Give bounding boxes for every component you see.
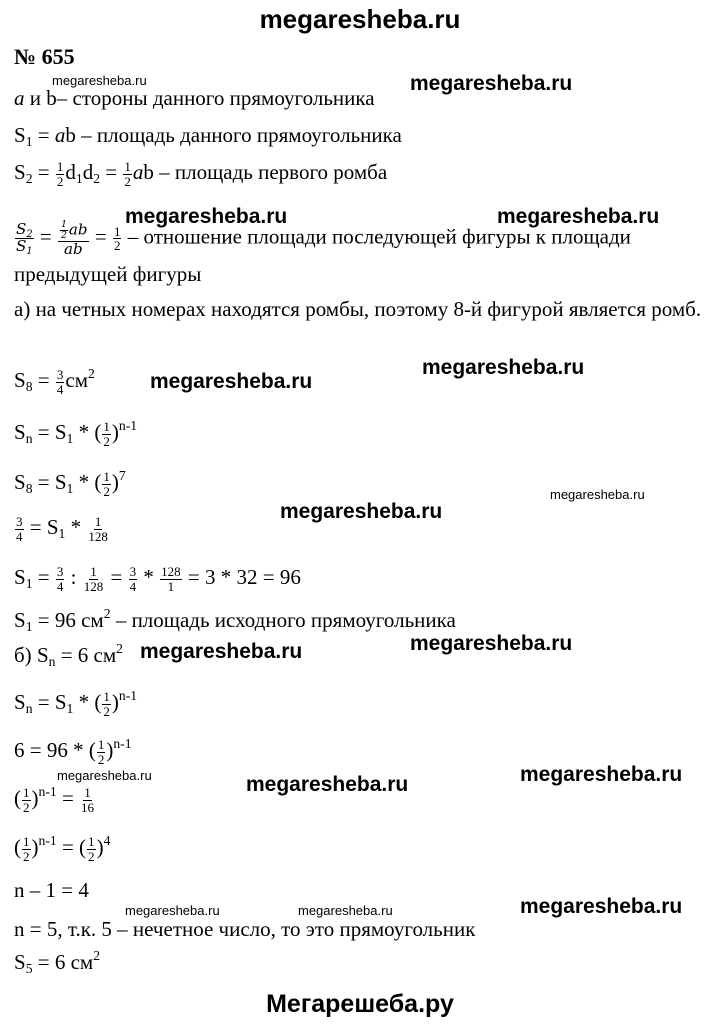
s2-def-text: – площадь первого ромба: [159, 159, 388, 184]
unit: см: [81, 608, 104, 632]
sn-formula-2: $S_n = S_1$ * ( $\frac{1}{2}$ )$^{n-1}$: [14, 688, 138, 719]
s1-equation: $\frac{3}{4}$ = $S_1$ * $\frac{1}{128}$: [16, 514, 108, 544]
part-a-text: а) на четных номерах находятся ромбы, поэтому 8-й фигурой является ромб.: [14, 297, 702, 321]
watermark-bold: megaresheba.ru: [410, 72, 573, 95]
s2-definition: $S_2$ = $\frac{1}{2}$ $d_1d_2$ = $\frac{1}{2}$ ab – площадь первого ромба: [14, 159, 388, 189]
watermark-bold: megaresheba.ru: [280, 500, 443, 523]
six-equation: 6 = 96 * ( $\frac{1}{2}$ )$^{n-1}$: [14, 736, 132, 767]
s1-definition: $S_1$ = ab – площадь данного прямоугольника: [14, 123, 402, 150]
power-equation-2: ( $\frac{1}{2}$ )$^{n-1}$ = ( $\frac{1}{2}$ )$^4$: [14, 833, 111, 864]
watermark-bold: megaresheba.ru: [520, 763, 683, 786]
unit: см: [65, 367, 88, 392]
watermark-bold: megaresheba.ru: [150, 370, 313, 393]
s1-def-text: – площадь данного прямоугольника: [81, 123, 402, 147]
watermark-bold: megaresheba.ru: [246, 773, 409, 796]
six-eq-text: 6 = 96 *: [14, 737, 84, 762]
watermark-small: megaresheba.ru: [125, 903, 220, 918]
sn-formula: $S_n = S_1$ * ( $\frac{1}{2}$ )$^{n-1}$: [14, 418, 138, 449]
part-b-line: б) $S_n = 6$ $см^2$: [14, 641, 123, 670]
s1-result-text: – площадь исходного прямоугольника: [115, 608, 456, 632]
watermark-bold: megaresheba.ru: [140, 640, 303, 663]
ratio-line: $\frac{S_2}{S_1}$ = $\frac{1}{2}$ ab ab = $\frac{1}{2}$ – отношение площади последующей фигуры к площади предыдущей фигуры: [14, 219, 631, 286]
s1-calculation: $S_1$ = $\frac{3}{4}$ : $\frac{1}{128}$ = $\frac{3}{4}$ * $\frac{128}{1}$ = 3 * 32 = 96: [14, 564, 301, 594]
watermark-bold: megaresheba.ru: [520, 895, 683, 918]
watermark-bold: megaresheba.ru: [410, 632, 573, 655]
problem-number: № 655: [14, 44, 75, 69]
watermark-small: megaresheba.ru: [57, 768, 152, 783]
site-header: megaresheba.ru: [259, 4, 461, 34]
n-equals-line: n = 5, т.к. 5 – нечетное число, то это прямоугольник: [14, 917, 476, 941]
watermark-small: megaresheba.ru: [298, 903, 393, 918]
s1-result: $S_1 = 96$ $см^2$ – площадь исходного прямоугольника: [14, 606, 456, 635]
sides-text: – стороны данного прямоугольника: [56, 86, 375, 110]
watermark-bold: megaresheba.ru: [125, 205, 288, 228]
ratio-text: – отношение площади последующей фигуры к площади предыдущей фигуры: [14, 224, 631, 286]
site-footer: Мегарешеба.ру: [266, 990, 454, 1018]
watermark-small: megaresheba.ru: [550, 487, 645, 502]
s8-value: $S_8$ = $\frac{3}{4}$ $см^2$: [14, 366, 95, 397]
watermark-small: megaresheba.ru: [52, 73, 147, 88]
part-b-label: б): [14, 643, 32, 667]
calc-result: = 3 * 32 = 96: [187, 564, 301, 589]
s8-formula: $S_8 = S_1$ * ( $\frac{1}{2}$ )$^7$: [14, 468, 126, 499]
s5-line: $S_5 = 6$ $см^2$: [14, 948, 101, 977]
watermark-bold: megaresheba.ru: [422, 356, 585, 379]
power-equation-1: ( $\frac{1}{2}$ )$^{n-1}$ = $\frac{1}{16}$: [14, 784, 95, 815]
unit: см: [70, 950, 94, 974]
unit: см: [93, 643, 117, 667]
sides-line: a и b– стороны данного прямоугольника: [14, 86, 375, 110]
n-minus-line: n – 1 = 4: [14, 878, 89, 902]
watermark-bold: megaresheba.ru: [497, 205, 660, 228]
